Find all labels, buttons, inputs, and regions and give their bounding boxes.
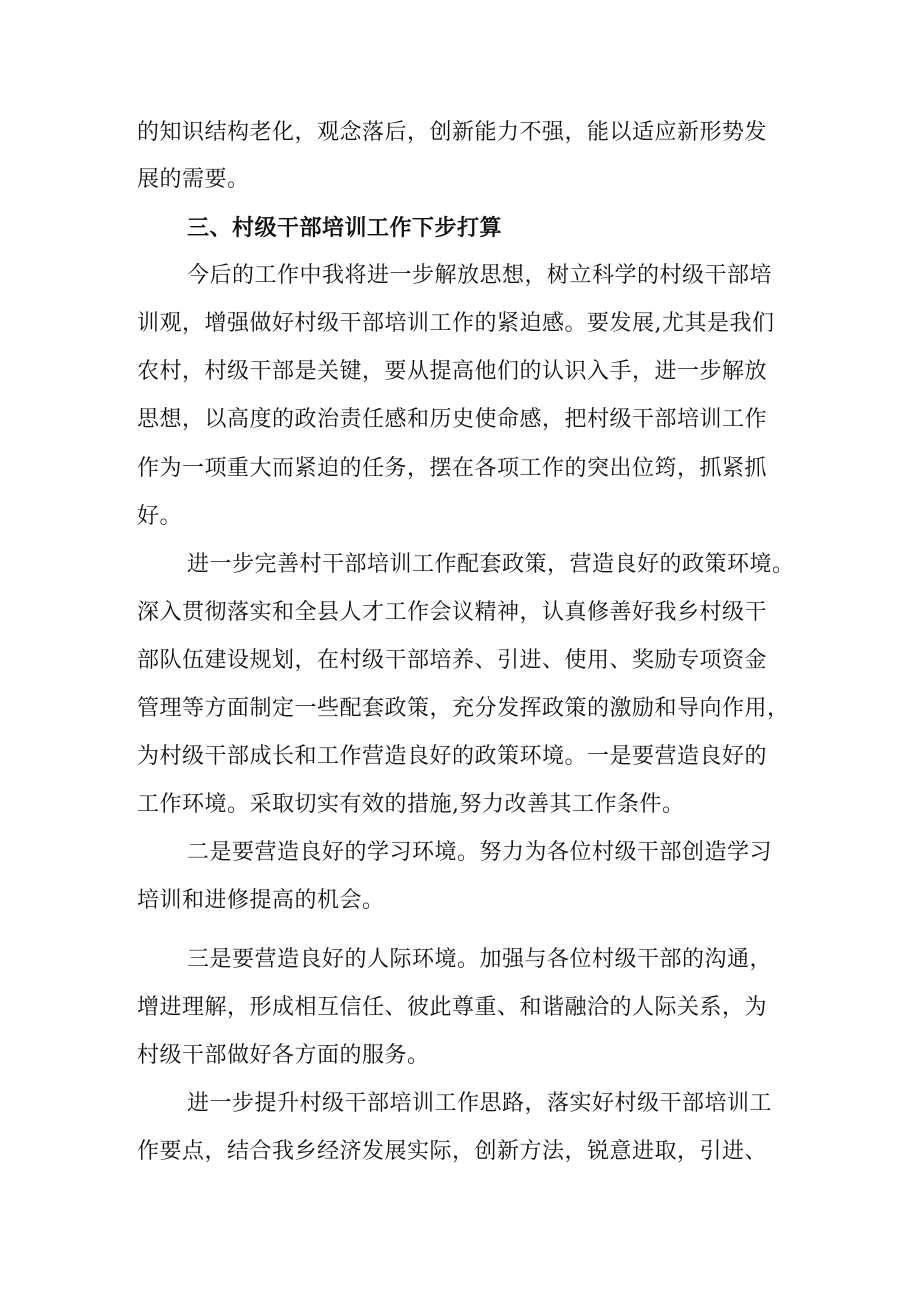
text-line: 深入贯彻落实和全县人才工作会议精神，认真修善好我乡村级干 [137, 600, 768, 625]
text-line: 村级干部做好各方面的服务。 [137, 1043, 430, 1068]
text-line: 训观，增强做好村级干部培训工作的紧迫感。要发展,尤其是我们 [137, 311, 775, 336]
paragraph-first-line: 二是要营造良好的学习环境。努力为各位村级干部创造学习 [187, 840, 773, 865]
paragraph-first-line: 三是要营造良好的人际环境。加强与各位村级干部的沟通， [187, 947, 773, 972]
text-line: 思想，以高度的政治责任感和历史使命感，把村级干部培训工作 [137, 407, 768, 432]
text-line: 增进理解，形成相互信任、彼此尊重、和谐融洽的人际关系，为 [137, 995, 768, 1020]
text-line: 农村，村级干部是关键，要从提高他们的认识入手，进一步解放 [137, 359, 768, 384]
text-line: 为村级干部成长和工作营造良好的政策环境。一是要营造良好的 [137, 744, 768, 769]
text-line: 作要点，结合我乡经济发展实际，创新方法，锐意进取，引进、 [137, 1139, 768, 1164]
paragraph-first-line: 进一步提升村级干部培训工作思路，落实好村级干部培训工 [187, 1091, 773, 1116]
text-line: 展的需要。 [137, 167, 250, 192]
paragraph-first-line: 今后的工作中我将进一步解放思想，树立科学的村级干部培 [187, 263, 773, 288]
text-line: 好。 [137, 504, 183, 529]
text-line: 工作环境。采取切实有效的措施,努力改善其工作条件。 [137, 792, 685, 817]
text-line: 的知识结构老化，观念落后，创新能力不强，能以适应新形势发 [137, 120, 768, 145]
paragraph-first-line: 进一步完善村干部培训工作配套政策，营造良好的政策环境。 [187, 552, 795, 577]
text-line: 管理等方面制定一些配套政策，充分发挥政策的激励和导向作用， [137, 696, 790, 721]
text-line: 培训和进修提高的机会。 [137, 888, 385, 913]
text-line: 作为一项重大而紧迫的任务，摆在各项工作的突出位筠，抓紧抓 [137, 456, 768, 481]
section-heading: 三、村级干部培训工作下步打算 [187, 215, 503, 241]
text-line: 部队伍建设规划，在村级干部培养、引进、使用、奖励专项资金 [137, 648, 768, 673]
